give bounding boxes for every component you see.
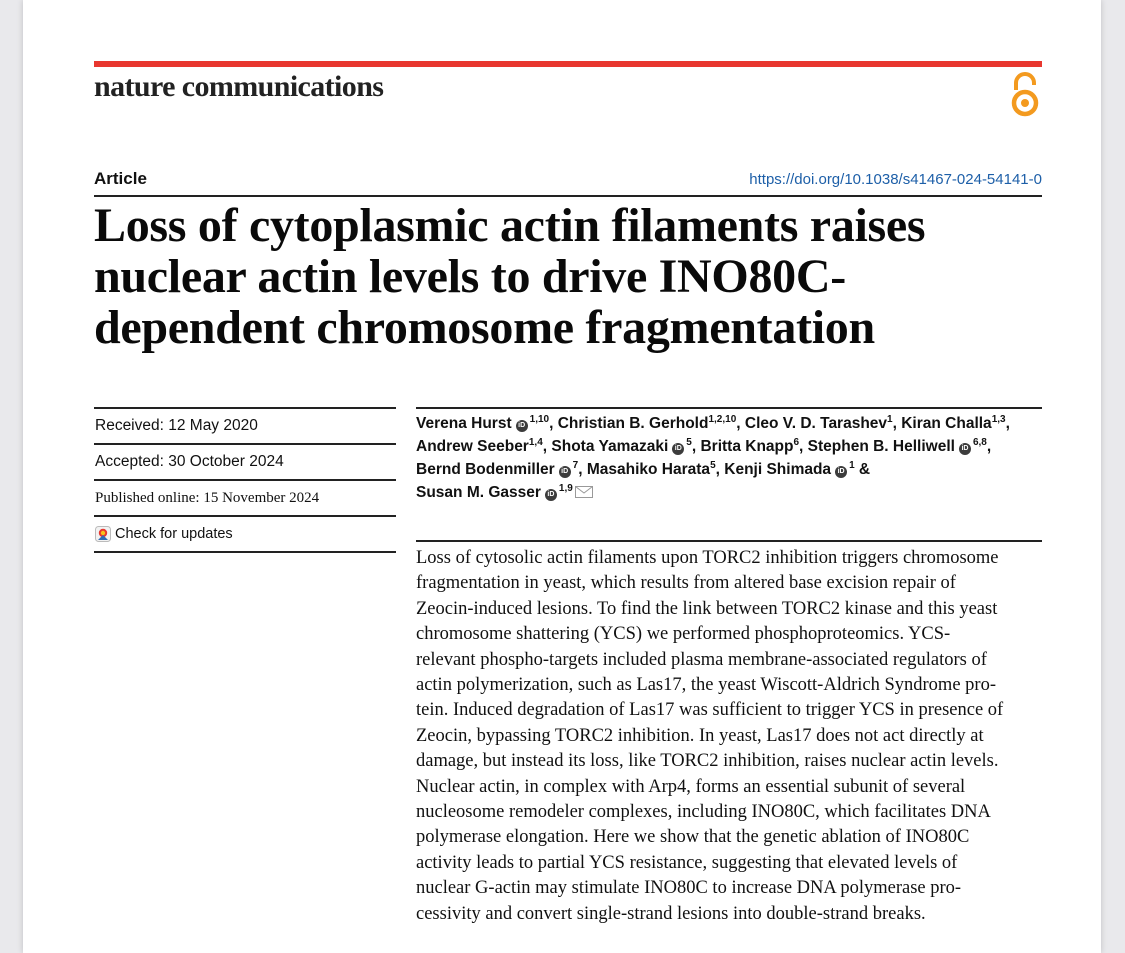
abstract-line: fragmentation in yeast, which results from altered base excision repair of xyxy=(416,573,956,594)
author-separator: , xyxy=(799,438,808,455)
authors-divider xyxy=(416,407,1042,409)
abstract-line: polymerase elongation. Here we show that the genetic ablation of INO80C xyxy=(416,827,970,848)
author-separator: , xyxy=(578,461,587,478)
author-affiliation: 7 xyxy=(572,460,579,471)
author-affiliation: 1,2,10 xyxy=(708,414,737,425)
author-name[interactable]: Kenji Shimada xyxy=(724,461,832,478)
orcid-icon[interactable]: iD xyxy=(835,466,847,478)
check-for-updates-label: Check for updates xyxy=(115,526,233,542)
abstract-line: Nuclear actin, in complex with Arp4, forms an essential subunit of several xyxy=(416,776,966,797)
author-separator: , xyxy=(986,438,992,455)
received-date: Received: 12 May 2020 xyxy=(94,407,396,443)
author-name[interactable]: Andrew Seeber xyxy=(416,438,529,455)
email-icon[interactable] xyxy=(575,486,593,498)
abstract-line: cessivity and convert single-strand lesions into double-strand breaks. xyxy=(416,903,926,924)
author-separator: , xyxy=(542,438,552,455)
author-name[interactable]: Susan M. Gasser xyxy=(416,484,541,501)
author-name[interactable]: Masahiko Harata xyxy=(586,461,711,478)
orcid-icon[interactable]: iD xyxy=(559,466,571,478)
author-separator: , xyxy=(549,415,558,432)
article-page xyxy=(23,0,1101,953)
header-divider xyxy=(94,195,1042,197)
author-affiliation: 1,4 xyxy=(528,437,543,448)
author-name[interactable]: Stephen B. Helliwell xyxy=(807,438,955,455)
author-affiliation: 6,8 xyxy=(972,437,987,448)
accepted-date: Accepted: 30 October 2024 xyxy=(94,443,396,479)
article-title: Loss of cytoplasmic actin filaments raises nuclear actin levels to drive INO80C-dependent chromosome fragmentation xyxy=(94,199,926,354)
check-for-updates-button[interactable] xyxy=(94,515,396,551)
abstract-line: Zeocin, bypassing TORC2 inhibition. In yeast, Las17 does not act directly at xyxy=(416,725,984,746)
author-separator: & xyxy=(854,461,871,478)
author-name[interactable]: Shota Yamazaki xyxy=(551,438,669,455)
orcid-icon[interactable]: iD xyxy=(516,420,528,432)
doi-link[interactable]: https://doi.org/10.1038/s41467-024-54141-0 xyxy=(749,171,1042,188)
journal-accent-bar xyxy=(94,61,1042,67)
author-name[interactable]: Britta Knapp xyxy=(700,438,794,455)
author-affiliation: 5 xyxy=(710,460,716,471)
author-separator: , xyxy=(892,415,902,432)
abstract xyxy=(416,546,1042,927)
author-name[interactable]: Bernd Bodenmiller xyxy=(416,461,555,478)
orcid-icon[interactable]: iD xyxy=(672,443,684,455)
author-affiliation: 1 xyxy=(887,414,893,425)
check-for-updates-icon xyxy=(95,526,111,542)
author-separator: , xyxy=(1005,415,1010,432)
abstract-line: Loss of cytosolic actin filaments upon TORC2 inhibition triggers chromosome xyxy=(416,548,999,568)
orcid-icon[interactable]: iD xyxy=(959,443,971,455)
author-name[interactable]: Cleo V. D. Tarashev xyxy=(744,415,888,432)
author-separator: , xyxy=(736,415,745,432)
author-affiliation: 1,3 xyxy=(991,414,1006,425)
published-date: Published online: 15 November 2024 xyxy=(94,479,396,515)
journal-name[interactable]: nature communications xyxy=(94,70,384,103)
orcid-icon[interactable]: iD xyxy=(545,489,557,501)
author-affiliation: 5 xyxy=(686,437,692,448)
abstract-line: nuclear G-actin may stimulate INO80C to increase DNA polymerase pro- xyxy=(416,878,962,899)
author-separator: , xyxy=(715,461,725,478)
author-affiliation: 1 xyxy=(849,460,855,471)
author-affiliation: 1,9 xyxy=(558,483,573,494)
author-affiliation: 6 xyxy=(793,437,800,448)
abstract-line: tein. Induced degradation of Las17 was sufficient to trigger YCS in presence of xyxy=(416,700,1004,721)
abstract-divider xyxy=(416,540,1042,542)
author-name[interactable]: Verena Hurst xyxy=(416,415,512,432)
author-separator: , xyxy=(691,438,701,455)
author-name[interactable]: Christian B. Gerhold xyxy=(557,415,709,432)
open-access-icon[interactable] xyxy=(1008,72,1042,118)
abstract-line: relevant phospho-targets included plasma membrane-associated regulators of xyxy=(416,649,987,670)
author-name[interactable]: Kiran Challa xyxy=(901,415,992,432)
abstract-line: chromosome shattering (YCS) we performed phosphoproteomics. YCS- xyxy=(416,624,951,645)
meta-bottom-rule xyxy=(94,551,396,553)
abstract-line: Zeocin-induced lesions. To find the link between TORC2 kinase and this yeast xyxy=(416,598,998,619)
abstract-line: actin polymerization, such as Las17, the yeast Wiscott-Aldrich Syndrome pro- xyxy=(416,675,996,696)
abstract-line: nucleosome remodeler complexes, including INO80C, which facilitates DNA xyxy=(416,802,991,823)
author-list xyxy=(416,412,1042,504)
article-type-label: Article xyxy=(94,169,147,188)
publication-meta xyxy=(94,407,396,553)
abstract-line: damage, but instead its loss, like TORC2 inhibition, raises nuclear actin levels. xyxy=(416,751,999,772)
abstract-line: activity leads to partial YCS resistance, suggesting that elevated levels of xyxy=(416,852,958,873)
author-affiliation: 1,10 xyxy=(529,414,550,425)
